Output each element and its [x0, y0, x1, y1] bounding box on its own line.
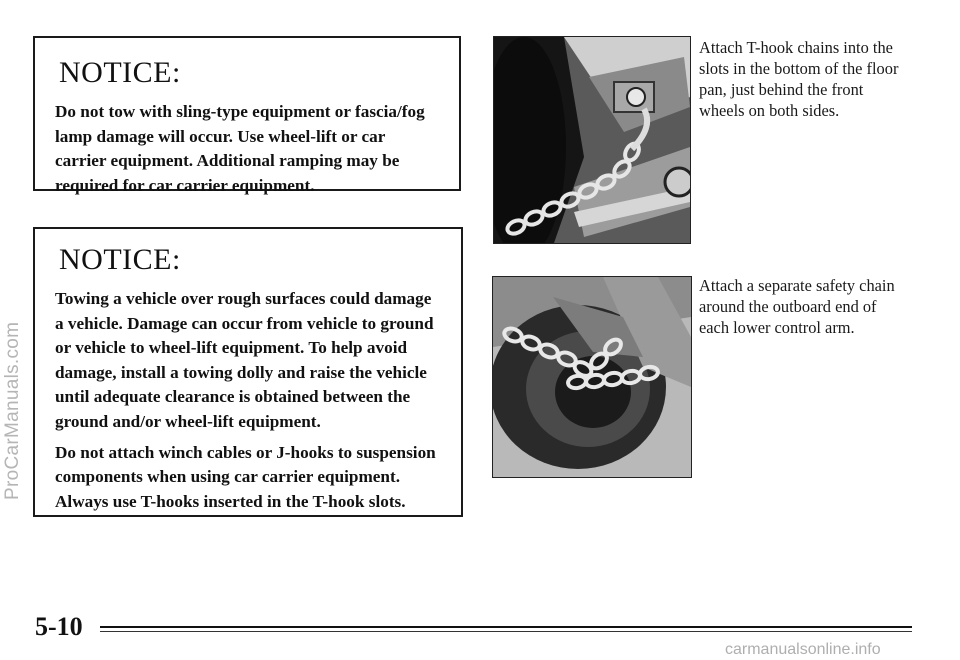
notice-title: NOTICE:	[59, 243, 181, 276]
footer-divider	[100, 631, 912, 632]
page-number: 5-10	[35, 612, 83, 641]
figure-caption: Attach T-hook chains into the slots in the bottom of the floor pan, just behind the front wheels on both sides.	[699, 38, 899, 120]
photo-safety-chain	[492, 276, 692, 478]
safety-chain-illustration	[493, 277, 691, 477]
watermark-bottom: carmanualsonline.info	[725, 641, 881, 658]
notice-paragraph: Towing a vehicle over rough surfaces could damage a vehicle. Damage can occur from vehicle to ground or vehicle to wheel-lift equipment. To help avoid damage, install a towing dolly and raise the vehicle until adequate clearance is obtained between the ground and/or wheel-lift equipment.	[55, 289, 434, 431]
notice-paragraph: Do not attach winch cables or J-hooks to suspension components when using car carrier equipment. Always use T-hooks inserted in the T-hook slots.	[55, 442, 436, 511]
notice-box-sling-equipment	[33, 36, 461, 195]
figure-caption: Attach a separate safety chain around the outboard end of each lower control arm.	[699, 276, 895, 337]
footer-divider	[100, 626, 912, 628]
t-hook-chain-illustration	[494, 37, 690, 243]
photo-t-hook-chains	[493, 36, 691, 244]
notice-title: NOTICE:	[59, 56, 181, 89]
notice-paragraph: Do not tow with sling-type equipment or fascia/fog lamp damage will occur. Use wheel-lift or car carrier equipment. Additional ramping may be required for car carrier equipment.	[55, 102, 425, 195]
watermark-side: ProCarManuals.com	[2, 321, 23, 500]
notice-box-rough-surfaces	[33, 227, 463, 517]
